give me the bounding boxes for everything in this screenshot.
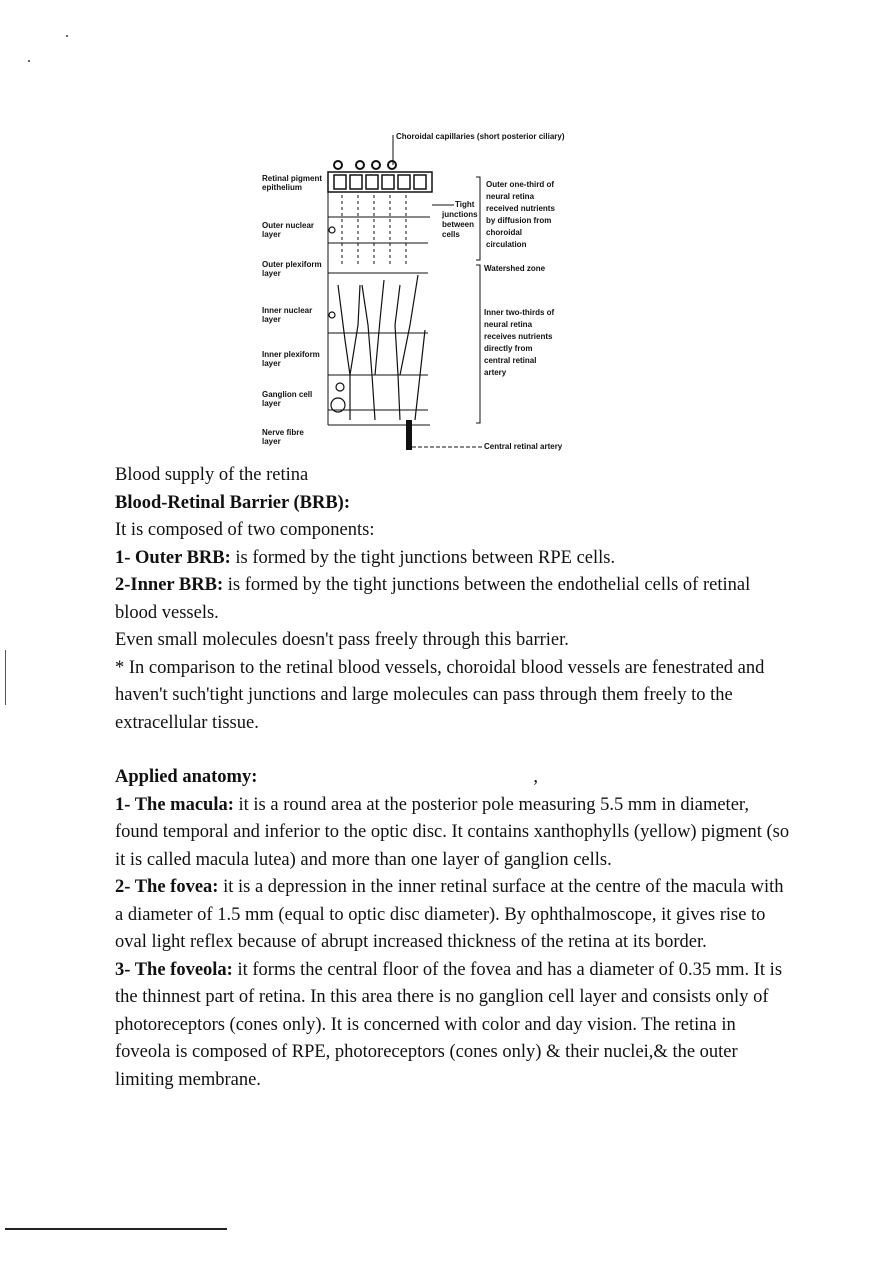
- label-tight-junctions: [441, 200, 478, 239]
- margin-mark: [5, 650, 6, 705]
- svg-text:junctions: junctions: [442, 210, 478, 219]
- inner-brb-label: 2-Inner BRB:: [115, 575, 224, 595]
- svg-text:central retinal: central retinal: [484, 356, 537, 365]
- retinal-vessels: [338, 275, 425, 420]
- stray-dot: [28, 60, 30, 62]
- label-central-retinal-artery: Central retinal artery: [484, 442, 563, 451]
- svg-text:circulation: circulation: [486, 240, 527, 249]
- svg-text:layer: layer: [262, 359, 281, 368]
- brb-intro: It is composed of two components:: [115, 520, 375, 540]
- svg-text:layer: layer: [262, 315, 281, 324]
- small-molecules-note: Even small molecules doesn't pass freely through this barrier.: [115, 630, 569, 650]
- svg-text:Inner two-thirds of: Inner two-thirds of: [484, 308, 555, 317]
- foveola-item: [115, 957, 795, 1095]
- svg-text:between: between: [442, 220, 475, 229]
- figure-caption: Blood supply of the retina: [115, 465, 309, 485]
- outer-brb-text: is formed by the tight junctions between RPE cells.: [230, 547, 616, 568]
- fovea-item: [115, 874, 795, 957]
- svg-text:Inner nuclear: Inner nuclear: [262, 306, 313, 315]
- svg-text:artery: artery: [484, 368, 507, 377]
- svg-text:Inner plexiform: Inner plexiform: [262, 350, 320, 359]
- svg-text:layer: layer: [262, 437, 281, 446]
- label-outer-third: [486, 180, 555, 249]
- svg-text:choroidal: choroidal: [486, 228, 523, 237]
- applied-heading-row: [115, 764, 795, 792]
- foveola-text: it forms the central floor of the fovea and has a diameter of 0.35 mm. It is the thinnest part of retina. In this area there is no ganglion cell layer and consists only of photoreceptors (cones only). It is concerned with color and day vision. The retina in foveola is composed of RPE, photoreceptors (cones only) & their nuclei,& the outer limiting membrane.: [115, 959, 783, 1090]
- outer-brb-label: 1- Outer BRB:: [115, 547, 231, 568]
- label-inner-two-thirds: [484, 308, 555, 377]
- rpe-layer: [328, 172, 432, 192]
- applied-heading: Applied anatomy:: [115, 767, 258, 787]
- svg-text:Nerve fibre: Nerve fibre: [262, 428, 304, 437]
- label-choroidal-capillaries: Choroidal capillaries (short posterior ciliary): [396, 132, 565, 141]
- macula-label: 1- The macula:: [115, 794, 234, 815]
- choroidal-comparison: * In comparison to the retinal blood vessels, choroidal blood vessels are fenestrated and haven't such'tight junctions and large molecules can pass through them freely to the extracellular tissue.: [115, 657, 765, 733]
- diffusion-arrows: [342, 195, 406, 265]
- svg-text:Ganglion cell: Ganglion cell: [262, 390, 313, 399]
- svg-text:layer: layer: [262, 269, 281, 278]
- svg-text:Retinal pigment: Retinal pigment: [262, 174, 323, 183]
- brb-heading: Blood-Retinal Barrier (BRB):: [115, 492, 350, 513]
- foveola-label: 3- The foveola:: [115, 959, 233, 980]
- svg-text:received nutrients: received nutrients: [486, 204, 555, 213]
- fovea-text: it is a depression in the inner retinal surface at the centre of the macula with a diameter of 1.5 mm (equal to optic disc diameter). By ophthalmoscope, it gives rise to oval light reflex because of abrupt increased thickness of the retina at its border.: [115, 877, 784, 952]
- svg-text:neural retina: neural retina: [486, 192, 535, 201]
- svg-text:Outer nuclear: Outer nuclear: [262, 221, 315, 230]
- page-body: [115, 462, 795, 1094]
- layer-labels: [262, 174, 322, 446]
- macula-text: it is a round area at the posterior pole measuring 5.5 mm in diameter, found temporal and inferior to the optic disc. It contains xanthophylls (yellow) pigment (so it is called macula lutea) and more than one layer of ganglion cells.: [115, 794, 790, 870]
- retina-blood-supply-diagram: [250, 125, 570, 460]
- svg-text:directly from: directly from: [484, 344, 533, 353]
- macula-item: [115, 792, 795, 875]
- inner-brb-text: is formed by the tight junctions between the endothelial cells of retinal blood vessels.: [115, 575, 751, 623]
- choroidal-capillaries: [334, 161, 396, 169]
- svg-text:Outer plexiform: Outer plexiform: [262, 260, 322, 269]
- svg-text:Tight: Tight: [455, 200, 475, 209]
- svg-text:epithelium: epithelium: [262, 183, 303, 192]
- svg-text:receives nutrients: receives nutrients: [484, 332, 553, 341]
- svg-text:Outer one-third of: Outer one-third of: [486, 180, 554, 189]
- fovea-label: 2- The fovea:: [115, 877, 219, 897]
- svg-text:layer: layer: [262, 399, 281, 408]
- inner-brb-item: [115, 572, 795, 627]
- central-retinal-artery: [406, 420, 412, 450]
- footnote-divider: [5, 1228, 227, 1230]
- svg-text:cells: cells: [442, 230, 460, 239]
- stray-dot: [66, 35, 68, 37]
- stray-mark: ,: [533, 767, 538, 787]
- outer-brb-item: [115, 545, 795, 573]
- svg-text:layer: layer: [262, 230, 281, 239]
- svg-text:neural retina: neural retina: [484, 320, 533, 329]
- label-watershed-zone: Watershed zone: [484, 264, 546, 273]
- svg-text:by diffusion from: by diffusion from: [486, 216, 552, 225]
